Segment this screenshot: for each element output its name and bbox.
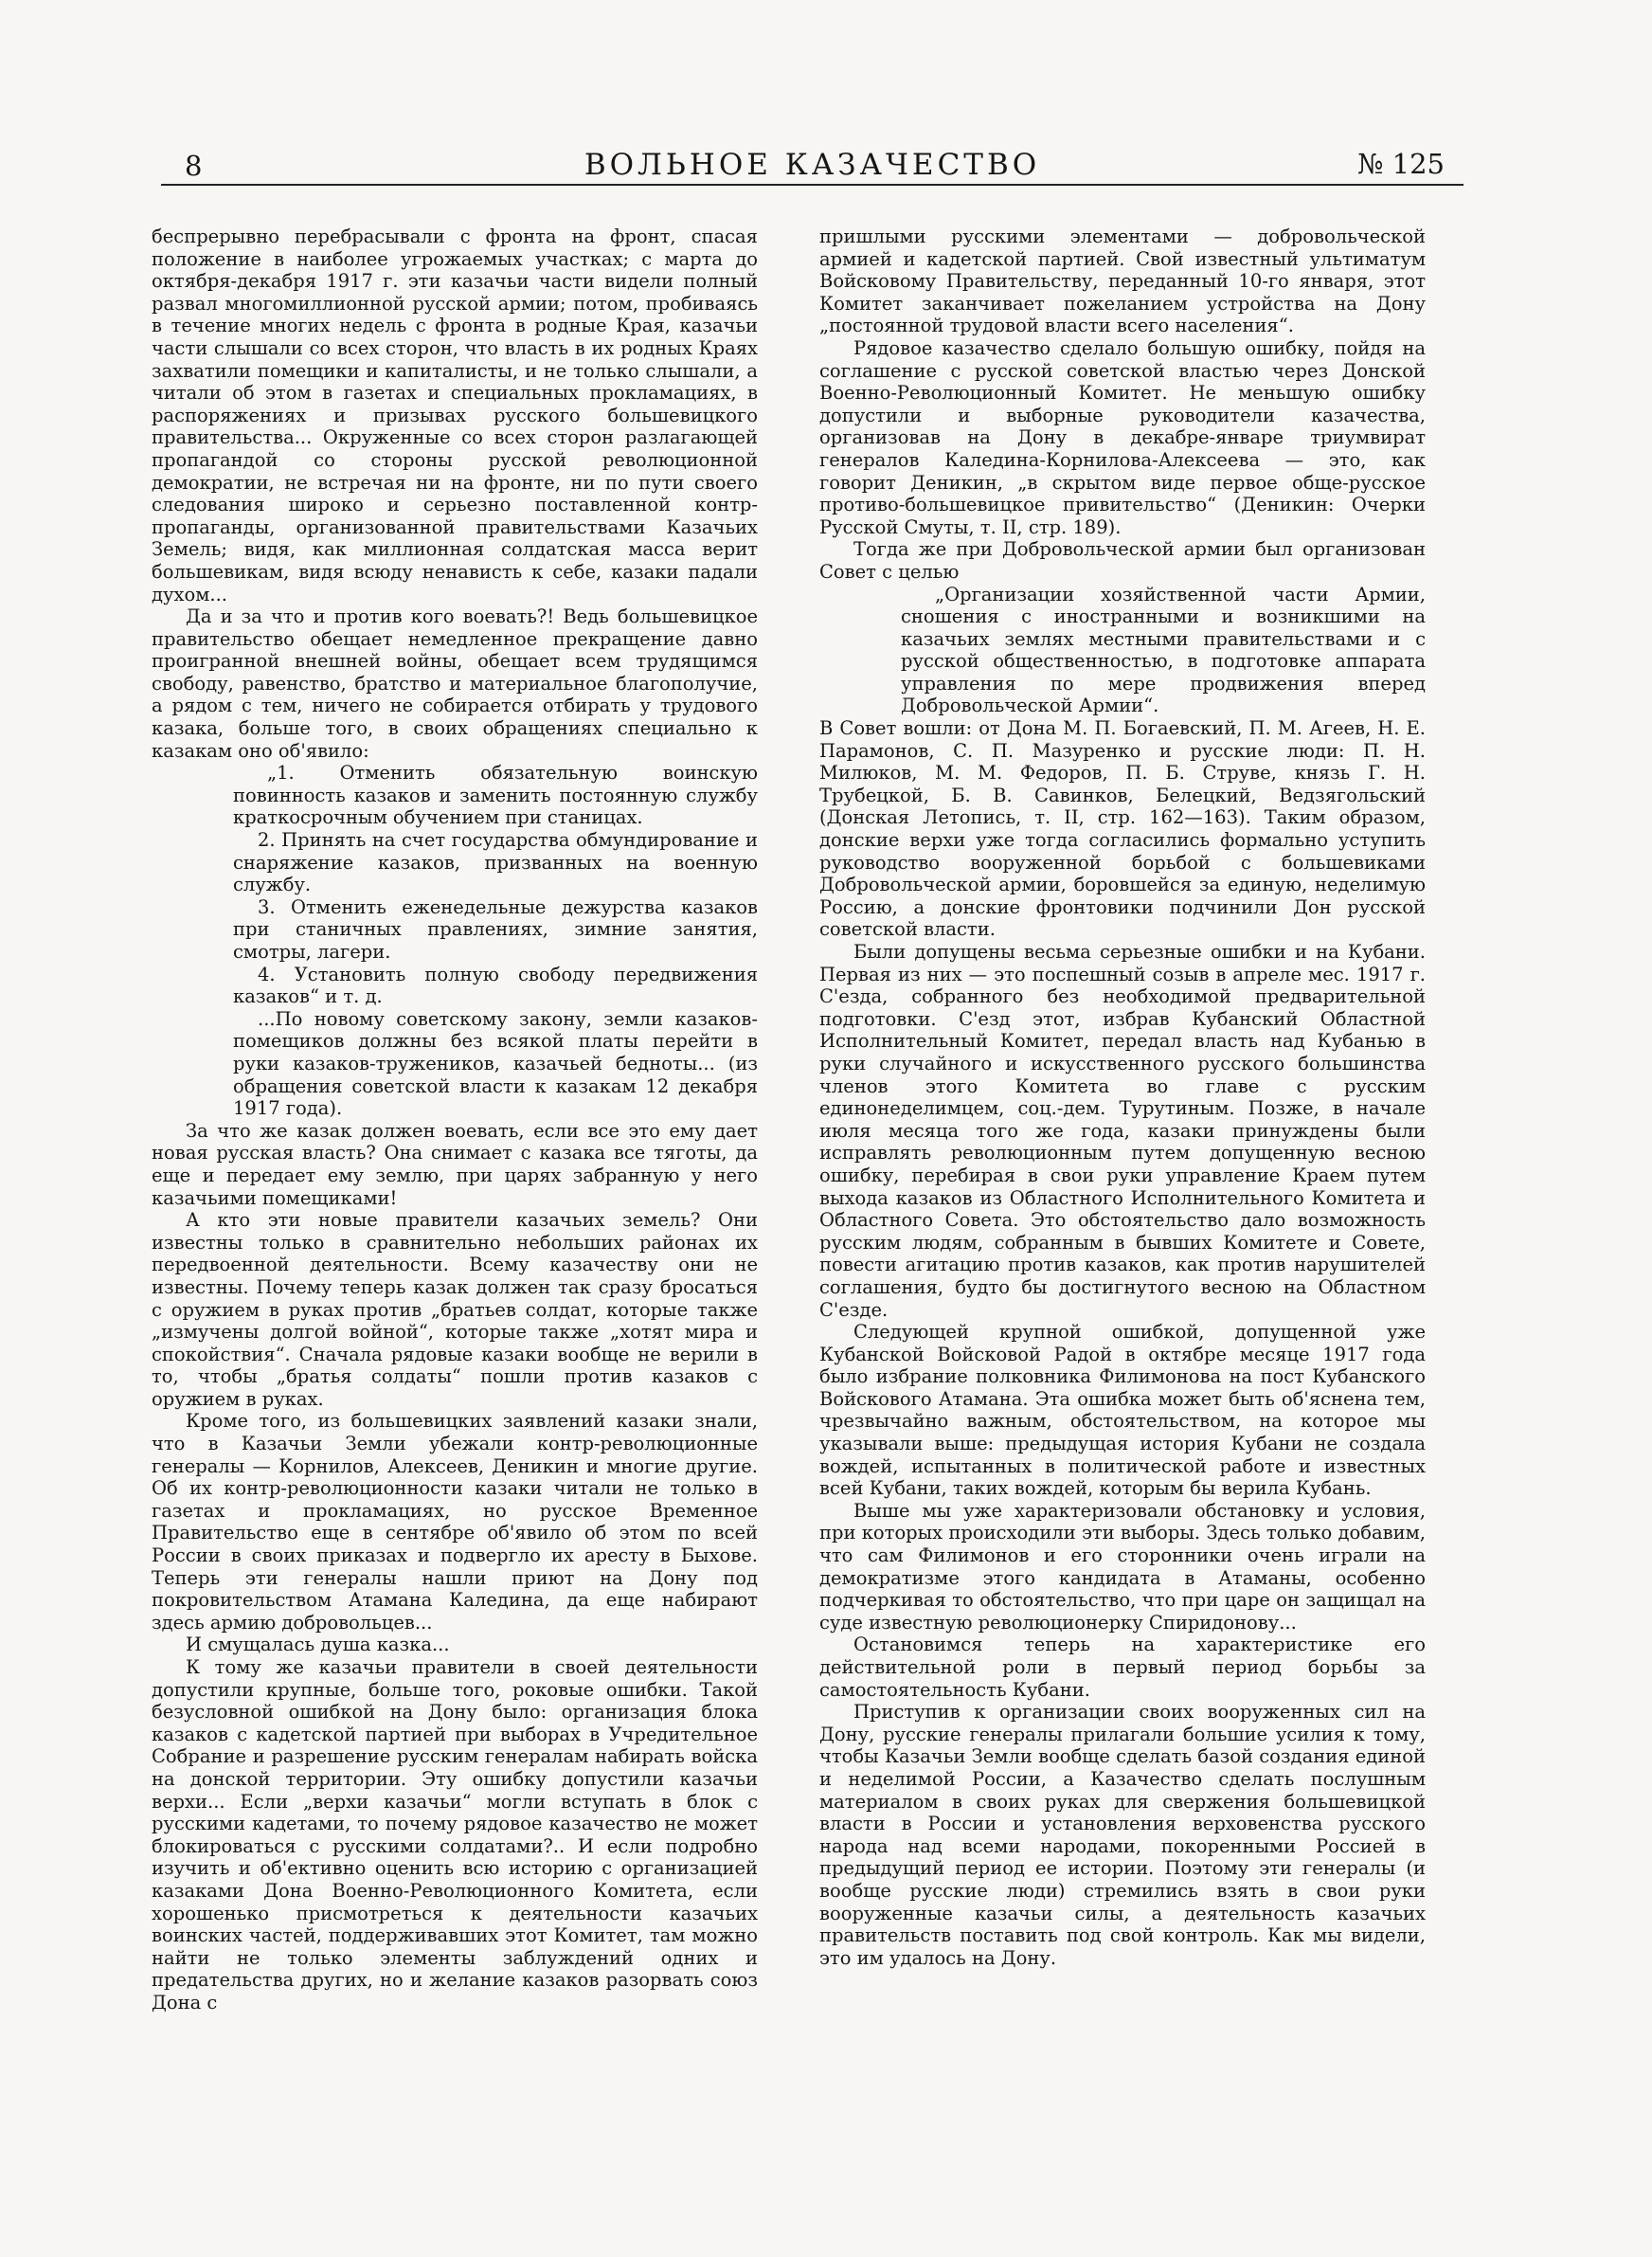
- paragraph: Кроме того, из большевицких заявлений казаки знали, что в Казачьи Земли убежали контр-революционные генералы — Корнилов, Алексеев, Деникин и многие другие. Об их контр-революционности казаки читали не только в газетах и прокламациях, но русское Временное Правительство еще в сентябре об'явило об этом по всей России в своих приказах и подвергло их аресту в Быхове. Теперь эти генералы нашли приют на Дону под покровительством Атамана Каледина, да еще набирают здесь армию добровольцев...: [152, 1410, 758, 1634]
- paragraph: Тогда же при Добровольческой армии был организован Совет с целью: [819, 538, 1426, 583]
- paragraph: Рядовое казачество сделало большую ошибку, пойдя на соглашение с русской советской властью через Донской Военно-Революционный Комитет. Не меньшую ошибку допустили и выборные руководители казачества, организовав на Дону в декабре-январе триумвират генералов Каледина-Корнилова-Алексеева — это, как говорит Деникин, „в скрытом виде первое обще-русское противо-большевицкое привительство“ (Деникин: Очерки Русской Смуты, т. II, стр. 189).: [819, 336, 1426, 538]
- quote-item: ...По новому советскому закону, земли казаков-помещиков должны без всякой платы перейти в руки казаков-тружеников, казачьей бедноты... (из обращения советской власти к казакам 12 декабря 1917 года).: [233, 1007, 758, 1120]
- header-rule: [161, 184, 1463, 186]
- paragraph: Остановимся теперь на характеристике его действительной роли в первый период борьбы за самостоятельность Кубани.: [819, 1634, 1426, 1701]
- paragraph: беспрерывно перебрасывали с фронта на фронт, спасая положение в наиболее угрожаемых участках; с марта до октября-декабря 1917 г. эти казачьи части видели полный развал многомиллионной русской армии; потом, пробиваясь в течение многих недель с фронта в родные Края, казачьи части слышали со всех сторон, что власть в их родных Краях захватили помещики и капиталисты, и не только слышали, а читали об этом в газетах и специальных прокламациях, в распоряжениях и призывах русского большевицкого правительства... Окруженные со всех сторон разлагающей пропагандой со стороны русской революционной демократии, не встречая ни на фронте, ни по пути своего следования широко и серьезно поставленной контр-пропаганды, организованной правительствами Казачьих Земель; видя, как миллионная солдатская масса верит большевикам, видя всюду ненависть к себе, казаки падали духом...: [152, 226, 758, 605]
- paragraph: А кто эти новые правители казачьих земель? Они известны только в сравнительно небольших районах их передвоенной деятельности. Всему казачеству они не известны. Почему теперь казак должен так сразу бросаться с оружием в руках против „братьев солдат, которые также „измучены долгой войной“, которые также „хотят мира и спокойствия“. Сначала рядовые казаки вообще не верили в то, чтобы „братья солдаты“ пошли против казаков с оружием в руках.: [152, 1209, 758, 1410]
- paragraph: Приступив к организации своих вооруженных сил на Дону, русские генералы прилагали большие усилия к тому, чтобы Казачьи Земли вообще сделать базой создания единой и неделимой России, а Казачество сделать послушным материалом в своих руках для свержения большевицкой власти в России и установления верховенства русского народа над всеми народами, покоренными Россией в предыдущий период ее истории. Поэтому эти генералы (и вообще русские люди) стремились взять в свои руки вооруженные казачьи силы, а деятельность казачьих правительств поставить под свой контроль. Как мы видели, это им удалось на Дону.: [819, 1701, 1426, 1969]
- quote-item: 3. Отменить еженедельные дежурства казаков при станичных правлениях, зимние занятия, смотры, лагери.: [233, 895, 758, 963]
- paragraph: Были допущены весьма серьезные ошибки и на Кубани. Первая из них — это поспешный созыв в апреле мес. 1917 г. С'езда, собранного без необходимой предварительной подготовки. С'езд этот, избрав Кубанский Областной Исполнительный Комитет, передал власть над Кубанью в руки случайного и искусственного русского большинства членов этого Комитета во главе с русским единонеделимцем, соц.-дем. Турутиным. Позже, в начале июля месяца того же года, казаки принуждены были исправлять революционным путем допущенную весною ошибку, перебирая в свои руки управление Краем путем выхода казаков из Областного Исполнительного Комитета и Областного Совета. Это обстоятельство дало возможность русским людям, собранным в бывших Комитете и Совете, повести агитацию против казаков, как против нарушителей соглашения, будто бы достигнутого весною на Областном С'езде.: [819, 941, 1426, 1321]
- paragraph: И смущалась душа казка...: [186, 1634, 450, 1656]
- left-column: [152, 226, 758, 2014]
- paragraph: пришлыми русскими элементами — добровольческой армией и кадетской партией. Свой известный ультиматум Войсковому Правительству, переданный 10-го января, этот Комитет заканчивает пожеланием устройства на Дону „постоянной трудовой власти всего населения“.: [819, 226, 1426, 337]
- paragraph: Следующей крупной ошибкой, допущенной уже Кубанской Войсковой Радой в октябре месяце 1917 года было избрание полковника Филимонова на пост Кубанского Войскового Атамана. Эта ошибка может быть об'яснена тем, чрезвычайно важным, обстоятельством, на которое мы указывали выше: предыдущая история Кубани не создала вождей, испытанных в политической работе и известных всей Кубани, таких вождей, которым бы верила Кубань.: [819, 1321, 1426, 1500]
- quote-item: 2. Принять на счет государства обмундирование и снаряжение казаков, призванных на военную службу.: [233, 829, 758, 896]
- issue-number: № 125: [1356, 148, 1445, 180]
- page-number: 8: [185, 150, 203, 182]
- paragraph: Выше мы уже характеризовали обстановку и условия, при которых происходили эти выборы. Здесь только добавим, что сам Филимонов и его сторонники очень играли на демократизме этого кандидата в Атаманы, особенно подчеркивая то обстоятельство, что при царе он защищал на суде известную революционерку Спиридонову...: [819, 1499, 1426, 1634]
- quote-item: 4. Установить полную свободу передвижения казаков“ и т. д.: [233, 963, 758, 1008]
- paragraph: Да и за что и против кого воевать?! Ведь большевицкое правительство обещает немедленное прекращение давно проигранной внешней войны, обещает всем трудящимся свободу, равенство, братство и материальное благополучие, а рядом с тем, ничего не собирается отбирать у трудового казака, больше того, в своих обращениях специально к казакам оно об'явило:: [152, 605, 758, 762]
- paragraph: К тому же казачьи правители в своей деятельности допустили крупные, больше того, роковые ошибки. Такой безусловной ошибкой на Дону было: организация блока казаков с кадетской партией при выборах в Учредительное Собрание и разрешение русским генералам набирать войска на донской территории. Эту ошибку допустили казачьи верхи... Если „верхи казачьи“ могли вступать в блок с русскими кадетами, то почему рядовое казачество не может блокироваться с русскими солдатами?.. И если подробно изучить и об'ективно оценить всю историю с организацией казаками Дона Военно-Революционного Комитета, если хорошенько присмотреться к деятельности казачьих воинских частей, поддерживавших этот Комитет, там можно найти не только элементы заблуждений одних и предательства других, но и желание казаков разорвать союз Дона с: [152, 1656, 758, 2013]
- paragraph: За что же казак должен воевать, если все это ему дает новая русская власть? Она снимает с казака все тяготы, да еще и передает ему землю, при царях забранную у него казачьими помещиками!: [152, 1119, 758, 1209]
- page-header: [161, 144, 1463, 188]
- quote-item: „Организации хозяйственной части Армии, сношения с иностранными и возникшими на казачьих землях местными правительствами и с русской общественностью, в подготовке аппарата управления по мере продвижения вперед Добровольческой Армии“.: [901, 583, 1426, 717]
- right-column: [819, 226, 1426, 1969]
- journal-title: ВОЛЬНОЕ КАЗАЧЕСТВО: [584, 148, 1041, 182]
- paragraph: В Совет вошли: от Дона М. П. Богаевский, П. М. Агеев, Н. Е. Парамонов, С. П. Мазуренко и русские люди: П. Н. Милюков, М. М. Федоров, П. Б. Струве, князь Г. Н. Трубецкой, Б. В. Савинков, Белецкий, Ведзягольский (Донская Летопись, т. II, стр. 162—163). Таким образом, донские верхи уже тогда согласились формально уступить руководство вооруженной борьбой с большевиками Добровольческой армии, боровшейся за единую, неделимую Россию, а донские фронтовики подчинили Дон русской советской власти.: [819, 717, 1426, 941]
- quote-item: „1. Отменить обязательную воинскую повинность казаков и заменить постоянную службу краткосрочным обучением при станицах.: [233, 762, 758, 829]
